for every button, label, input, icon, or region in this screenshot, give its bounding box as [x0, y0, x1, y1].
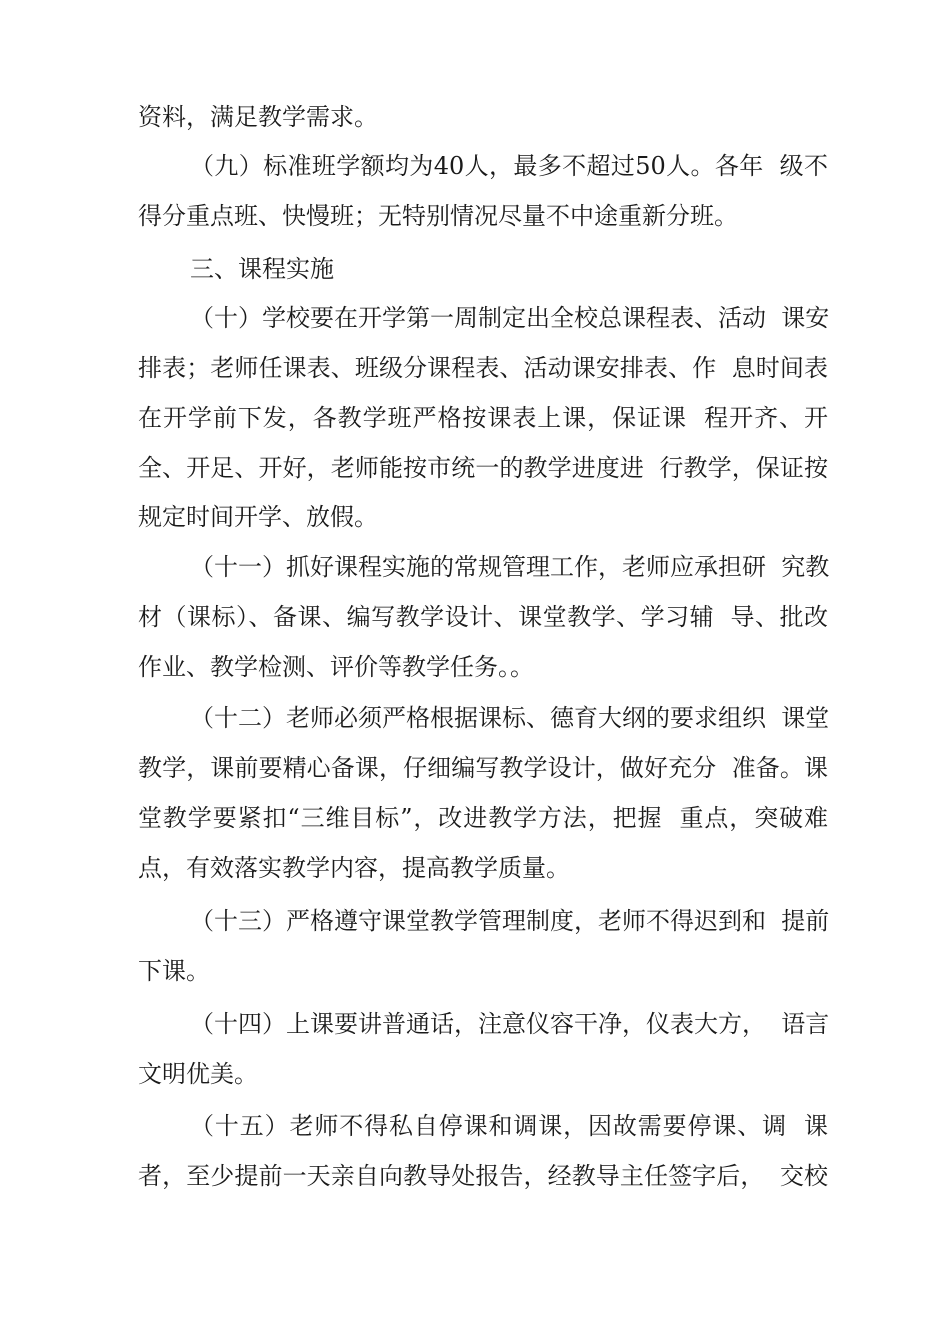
text-line: 资料，满足教学需求。	[138, 103, 378, 131]
text-line: 教学，课前要精心备课，仔细编写教学设计，做好充分 准备。课	[138, 754, 828, 782]
text-line: 作业、教学检测、评价等教学任务。。	[138, 653, 534, 681]
text-line: 下课。	[138, 957, 210, 985]
text-line: （十四）上课要讲普通话，注意仪容干净，仪表大方， 语言	[190, 1010, 830, 1038]
text-line: （十三）严格遵守课堂教学管理制度，老师不得迟到和 提前	[190, 907, 830, 935]
text-line: 全、开足、开好，老师能按市统一的教学进度进 行教学，保证按	[138, 454, 828, 482]
text-line: （十一）抓好课程实施的常规管理工作，老师应承担研 究教	[190, 553, 830, 581]
text-line: （十二）老师必须严格根据课标、德育大纲的要求组织 课堂	[190, 704, 830, 732]
text-line: 文明优美。	[138, 1060, 258, 1088]
text-line: （九）标准班学额均为40人，最多不超过50人。各年 级不	[190, 152, 828, 180]
text-line: 材（课标）、备课、编写教学设计、课堂教学、学习辅 导、批改	[138, 603, 828, 631]
text-line: 点，有效落实教学内容，提高教学质量。	[138, 854, 570, 882]
text-line: 在开学前下发，各教学班严格按课表上课，保证课 程开齐、开	[138, 404, 828, 432]
section-heading: 三、课程实施	[190, 255, 334, 283]
text-line: （十五）老师不得私自停课和调课，因故需要停课、调 课	[190, 1112, 828, 1140]
text-line: 得分重点班、快慢班；无特别情况尽量不中途重新分班。	[138, 202, 738, 230]
text-line: 排表；老师任课表、班级分课程表、活动课安排表、作 息时间表	[138, 354, 828, 382]
text-line: 规定时间开学、放假。	[138, 503, 378, 531]
text-line: （十）学校要在开学第一周制定出全校总课程表、活动 课安	[190, 304, 830, 332]
text-line: 者，至少提前一天亲自向教导处报告，经教导主任签字后， 交校	[138, 1162, 828, 1190]
text-line: 堂教学要紧扣“三维目标”，改进教学方法，把握 重点，突破难	[138, 804, 828, 832]
